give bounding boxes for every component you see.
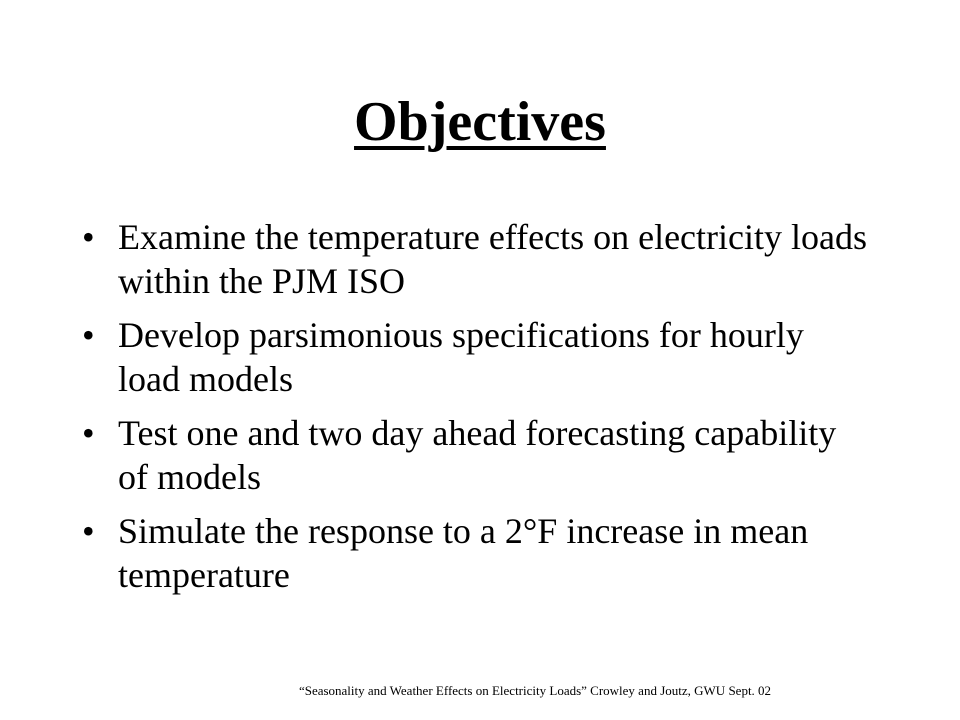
- bullet-text: Examine the temperature effects on electricity loads within the PJM ISO: [118, 217, 868, 301]
- bullet-point-icon: •: [82, 511, 95, 551]
- slide-footer: “Seasonality and Weather Effects on Electricity Loads” Crowley and Joutz, GWU Sept. 02: [298, 683, 772, 698]
- bullet-text: Simulate the response to a 2°F increase in mean temperature: [118, 511, 809, 595]
- bullet-item: [74, 509, 874, 597]
- bullet-item: [74, 313, 874, 401]
- bullet-point-icon: •: [82, 413, 95, 453]
- bullet-list: [74, 215, 874, 607]
- bullet-point-icon: •: [82, 315, 95, 355]
- bullet-text: Test one and two day ahead forecasting capability of models: [118, 413, 837, 497]
- slide-title: [0, 92, 960, 154]
- slide-title-text: Objectives: [354, 91, 606, 153]
- bullet-item: [74, 411, 874, 499]
- bullet-text: Develop parsimonious specifications for hourly load models: [118, 315, 804, 399]
- bullet-item: [74, 215, 874, 303]
- bullet-point-icon: •: [82, 217, 95, 257]
